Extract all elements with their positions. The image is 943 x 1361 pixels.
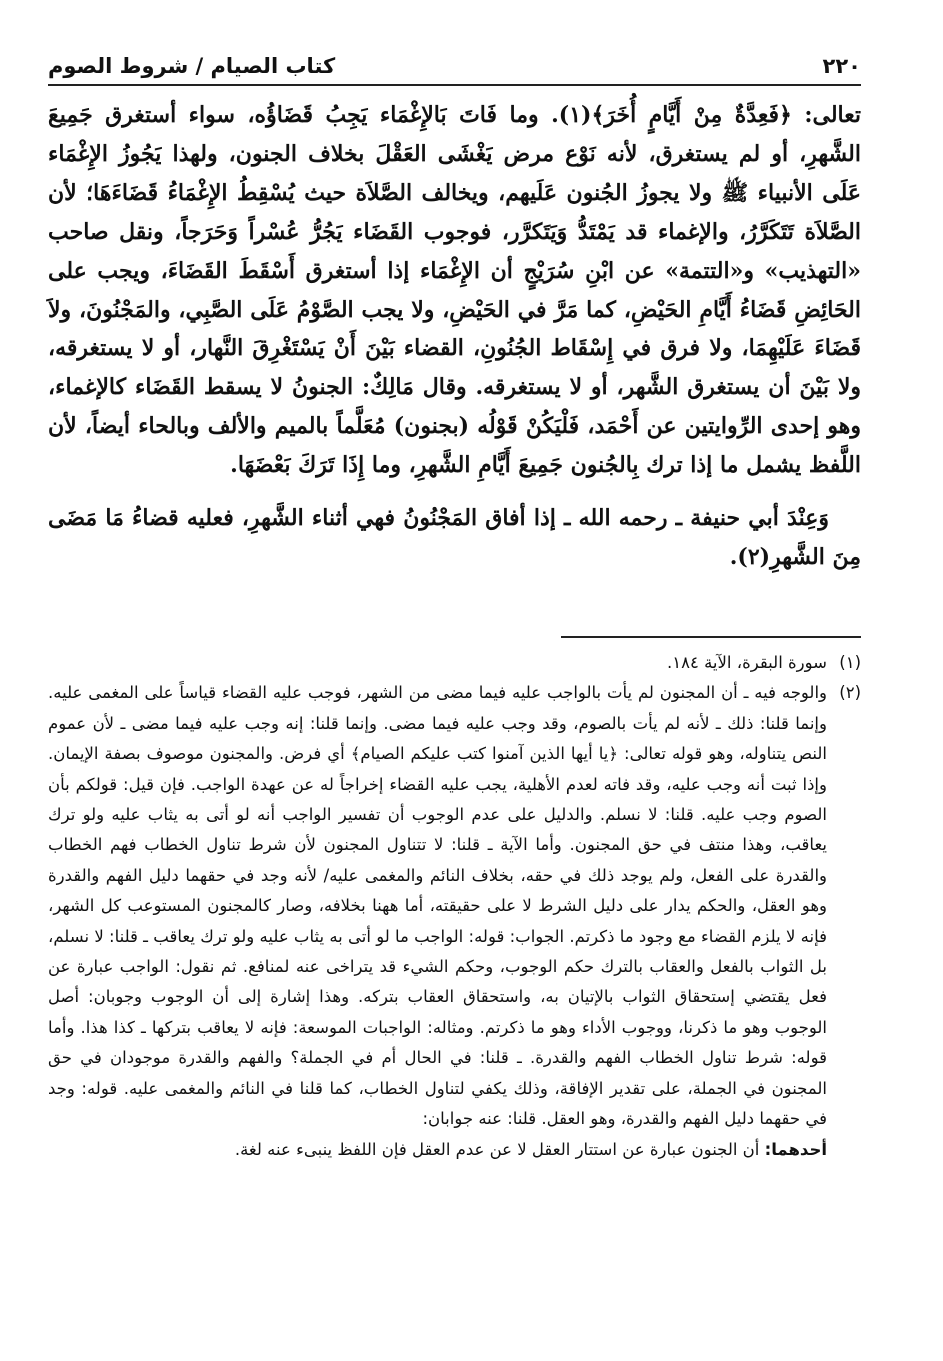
header-divider bbox=[48, 84, 861, 86]
footnote-text bbox=[48, 678, 827, 1165]
page-number: ٢٢٠ bbox=[822, 54, 861, 78]
main-paragraph-2: وَعِنْدَ أبي حنيفة ـ رحمه الله ـ إذا أفاق المَجْنُونُ فهي أثناء الشَّهرِ، فعليه قضاءُ مَا مَضَى مِنَ الشَّهرِ(٢). bbox=[48, 505, 861, 570]
footnote-2-text: والوجه فيه ـ أن المجنون لم يأت بالواجب عليه فيما مضى من الشهر، فوجب عليه القضاء قياساً على المغمى عليه. وإنما قلنا: ذلك ـ لأنه لم يأت بالصوم، وقد وجب عليه فيما مضى. وإنما قلنا: إنه وجب عليه فيما مضى ـ لأن عموم النص يتناوله، وهو قوله تعالى: ﴿يا أيها الذين آمنوا كتب عليكم الصيام﴾ أي فرض. والمجنون موصوف بصفة الإيمان. وإذا ثبت أنه وجب عليه، وقد فاته لعدم الأهلية، يجب عليه القضاء إخراجاً له عن عهدة الواجب. فإن قيل: قولكم بأن الصوم وجب عليه. قلنا: لا نسلم. والدليل على عدم الوجوب أن تفسير الواجب أنه لو أتى به يثاب عليه ولو ترك يعاقب، وهذا منتف في حق المجنون. وأما الآية ـ قلنا: لا تتناول المجنون لأن شرط تناول الخطاب فهم الخطاب والقدرة على الفعل، ولم يوجد ذلك في حقه، بخلاف النائم والمغمى عليه/ لأنه وجد في حقهما دليل الفهم والقدرة وهو العقل، والحكم يدار على دليل الشرط لا على حقيقته، أما ههنا بخلافه، وصار كالمجنون المستوعب كل الشهر، فإنه لا يلزم القضاء مع وجود ما ذكرتم. الجواب: قوله: الواجب ما لو أتى به يثاب عليه ولو ترك يعاقب ـ قلنا: لا نسلم، بل الثواب بالفعل والعقاب بالترك حكم الوجوب، وحكم الشيء قد يتراخى عنه لمنافع. ثم نقول: الواجب عبارة عن فعل يقتضي إستحقاق الثواب بالإتيان به، واستحقاق العقاب بتركه. وهذا إشارة إلى أن الوجوب وجوبان: أصل الوجوب وهو ما ذكرنا، ووجوب الأداء وهو ما ذكرتم. ومثاله: الواجبات الموسعة: فإنه لا يعاقب بتركها ـ كذا هذا. وأما قوله: شرط تناول الخطاب الفهم والقدرة. ـ قلنا: في الحال أم في الجملة؟ والفهم والقدرة موجودان في حق المجنون في الجملة، على تقدير الإفاقة، وذلك يكفي لتناول الخطاب، كما قلنا في النائم والمغمى عليه. قوله: وجد في حقهما دليل الفهم والقدرة، وهو العقل. قلنا: عنه جوابان: bbox=[48, 683, 827, 1129]
main-paragraph-1: تعالى: ﴿فَعِدَّةٌ مِنْ أَيَّامٍ أُخَرَ﴾(١). وما فَاتَ بَالإِغْمَاء يَجِبُ قَضَاؤُه، سواء أستغرق جَمِيعَ الشَّهرِ، أو لم يستغرق، لأنه نَوْع مرض يَغْشَى العَقْلَ بخلاف الجنون، ولهذا يَجُوزُ الإِغْمَاء عَلَى الأنبياء ﷺ ولا يجوزُ الجُنون عَلَيهم، ويخالف الصَّلاَة حيث يُسْقِطُ الإِغْمَاءُ قَضَاءَهَا؛ لأن الصَّلاَة تَتَكَرَّرُ، والإغماء قد يَمْتَدُّ وَيَتَكرَّر، فوجوب القَضَاء يَجُرُّ عُسْراً وَحَرَجاً، ونقل صاحب «التهذيب» و«التتمة» عن ابْنِ سُرَيْجٍ أن الإِغْمَاء إذا أستغرق أَسْقَطَ القَضَاءَ، ويجب على الحَائِضِ قَضَاءُ أَيَّامِ الحَيْضِ، كما مَرَّ في الحَيْضِ، ولا يجب الصَّوْمُ عَلَى الصَّبِي، والمَجْنُونَ، ولاَ قَضَاءَ عَلَيْهِمَا، ولا فرق في إِسْقَاط الجُنُونِ، القضاء بَيْنَ أَنْ يَسْتَغْرِقَ النَّهار، أو لا يستغرقه، ولا بَيْنَ أن يستغرق الشَّهر، أو لا يستغرقه. وقال مَالِكٌ: الجنونُ لا يسقط القَضَاء كالإغماء، وهو إحدى الرِّوايتين عن أَحْمَد، فَلْيَكُنْ قَوْلُه (بجنون) مُعَلَّماً بالميم والألف وبالحاء أيضاً، لأن اللَّفظ يشمل ما إذا ترك بِالجُنون جَمِيعَ أَيَّامِ الشَّهرِ، وما إِذَا تَرَكَ بَعْضَهَا. bbox=[48, 102, 861, 479]
footnote-number: (١) bbox=[839, 653, 861, 672]
page-header bbox=[48, 38, 861, 78]
footnote-1 bbox=[48, 648, 861, 678]
footnote-2-final-line bbox=[48, 1135, 827, 1165]
footnotes bbox=[48, 648, 861, 1165]
footnote-2-lead: أحدهما: bbox=[764, 1139, 827, 1159]
footnote-text bbox=[48, 648, 827, 678]
footnote-number: (٢) bbox=[839, 683, 861, 703]
footnote-2-final-text: أن الجنون عبارة عن استتار العقل لا عن عدم العقل فإن اللفظ ينبىء عنه لغة. bbox=[234, 1139, 765, 1159]
footnote-2 bbox=[48, 678, 861, 1165]
running-title: كتاب الصيام / شروط الصوم bbox=[48, 54, 336, 78]
footnote-divider bbox=[561, 636, 861, 638]
main-text bbox=[48, 96, 861, 577]
footnote-1-text: سورة البقرة، الآية ١٨٤. bbox=[667, 653, 827, 672]
